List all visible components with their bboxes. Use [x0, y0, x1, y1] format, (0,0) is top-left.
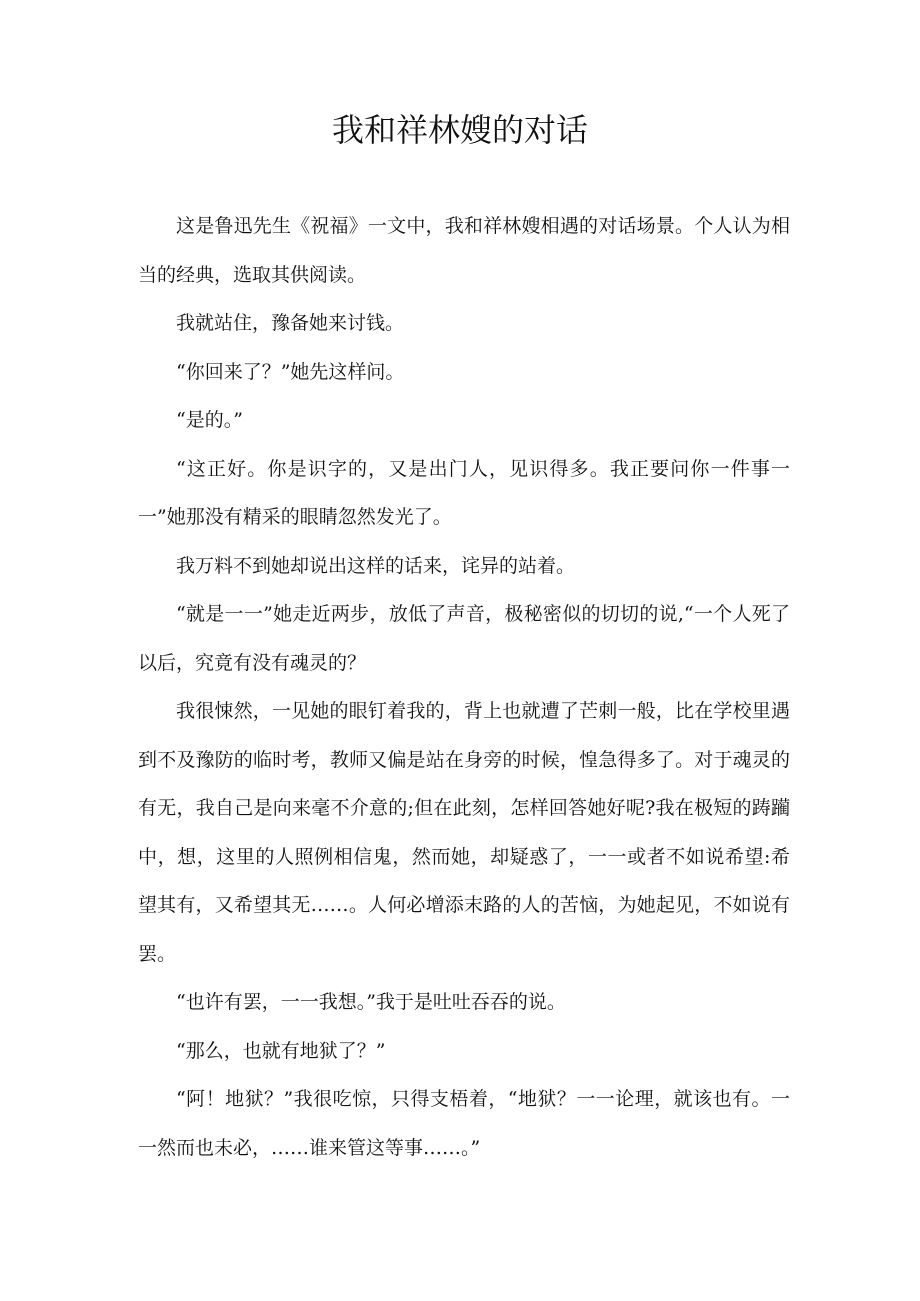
paragraph: “你回来了？”她先这样问。: [176, 360, 405, 383]
paragraph: “这正好。你是识字的，又是出门人，见识得多。我正要问你一件事一一”她那没有精采的眼睛忽然发光了。: [138, 457, 790, 528]
paragraph: “那么，也就有地狱了？”: [176, 1039, 386, 1062]
document-title: 我和祥林嫂的对话: [331, 111, 588, 149]
paragraph: 我就站住，豫备她来讨钱。: [176, 312, 405, 334]
paragraph: “是的。”: [176, 409, 243, 431]
paragraph: 我很悚然，一见她的眼钉着我的，背上也就遭了芒刺一般，比在学校里遇到不及豫防的临时考，教师又偏是站在身旁的时候，惶急得多了。对于魂灵的有无，我自己是向来毫不介意的;但在此刻，怎样回答她好呢?我在极短的踌躏中，想，这里的人照例相信鬼，然而她，却疑惑了，一一或者不如说希望:希望其有，又希望其无……。人何必增添末路的人的苦恼，为她起见，不如说有罢。: [138, 700, 790, 965]
paragraph: 我万料不到她却说出这样的话来，诧异的站着。: [176, 554, 576, 577]
paragraph: “就是一一”她走近两步，放低了声音，极秘密似的切切的说,“一个人死了以后，究竟有没有魂灵的？: [138, 603, 790, 674]
paragraph: 这是鲁迅先生《祝福》一文中，我和祥林嫂相遇的对话场景。个人认为相当的经典，选取其供阅读。: [138, 215, 790, 286]
paragraph: “也许有罢，一一我想。”我于是吐吐吞吞的说。: [176, 991, 566, 1013]
document-body: [138, 202, 790, 1172]
paragraph: “阿！地狱？”我很吃惊，只得支梧着，“地狱？一一论理，就该也有。一一然而也未必，……谁来管这等事……。”: [138, 1088, 790, 1159]
